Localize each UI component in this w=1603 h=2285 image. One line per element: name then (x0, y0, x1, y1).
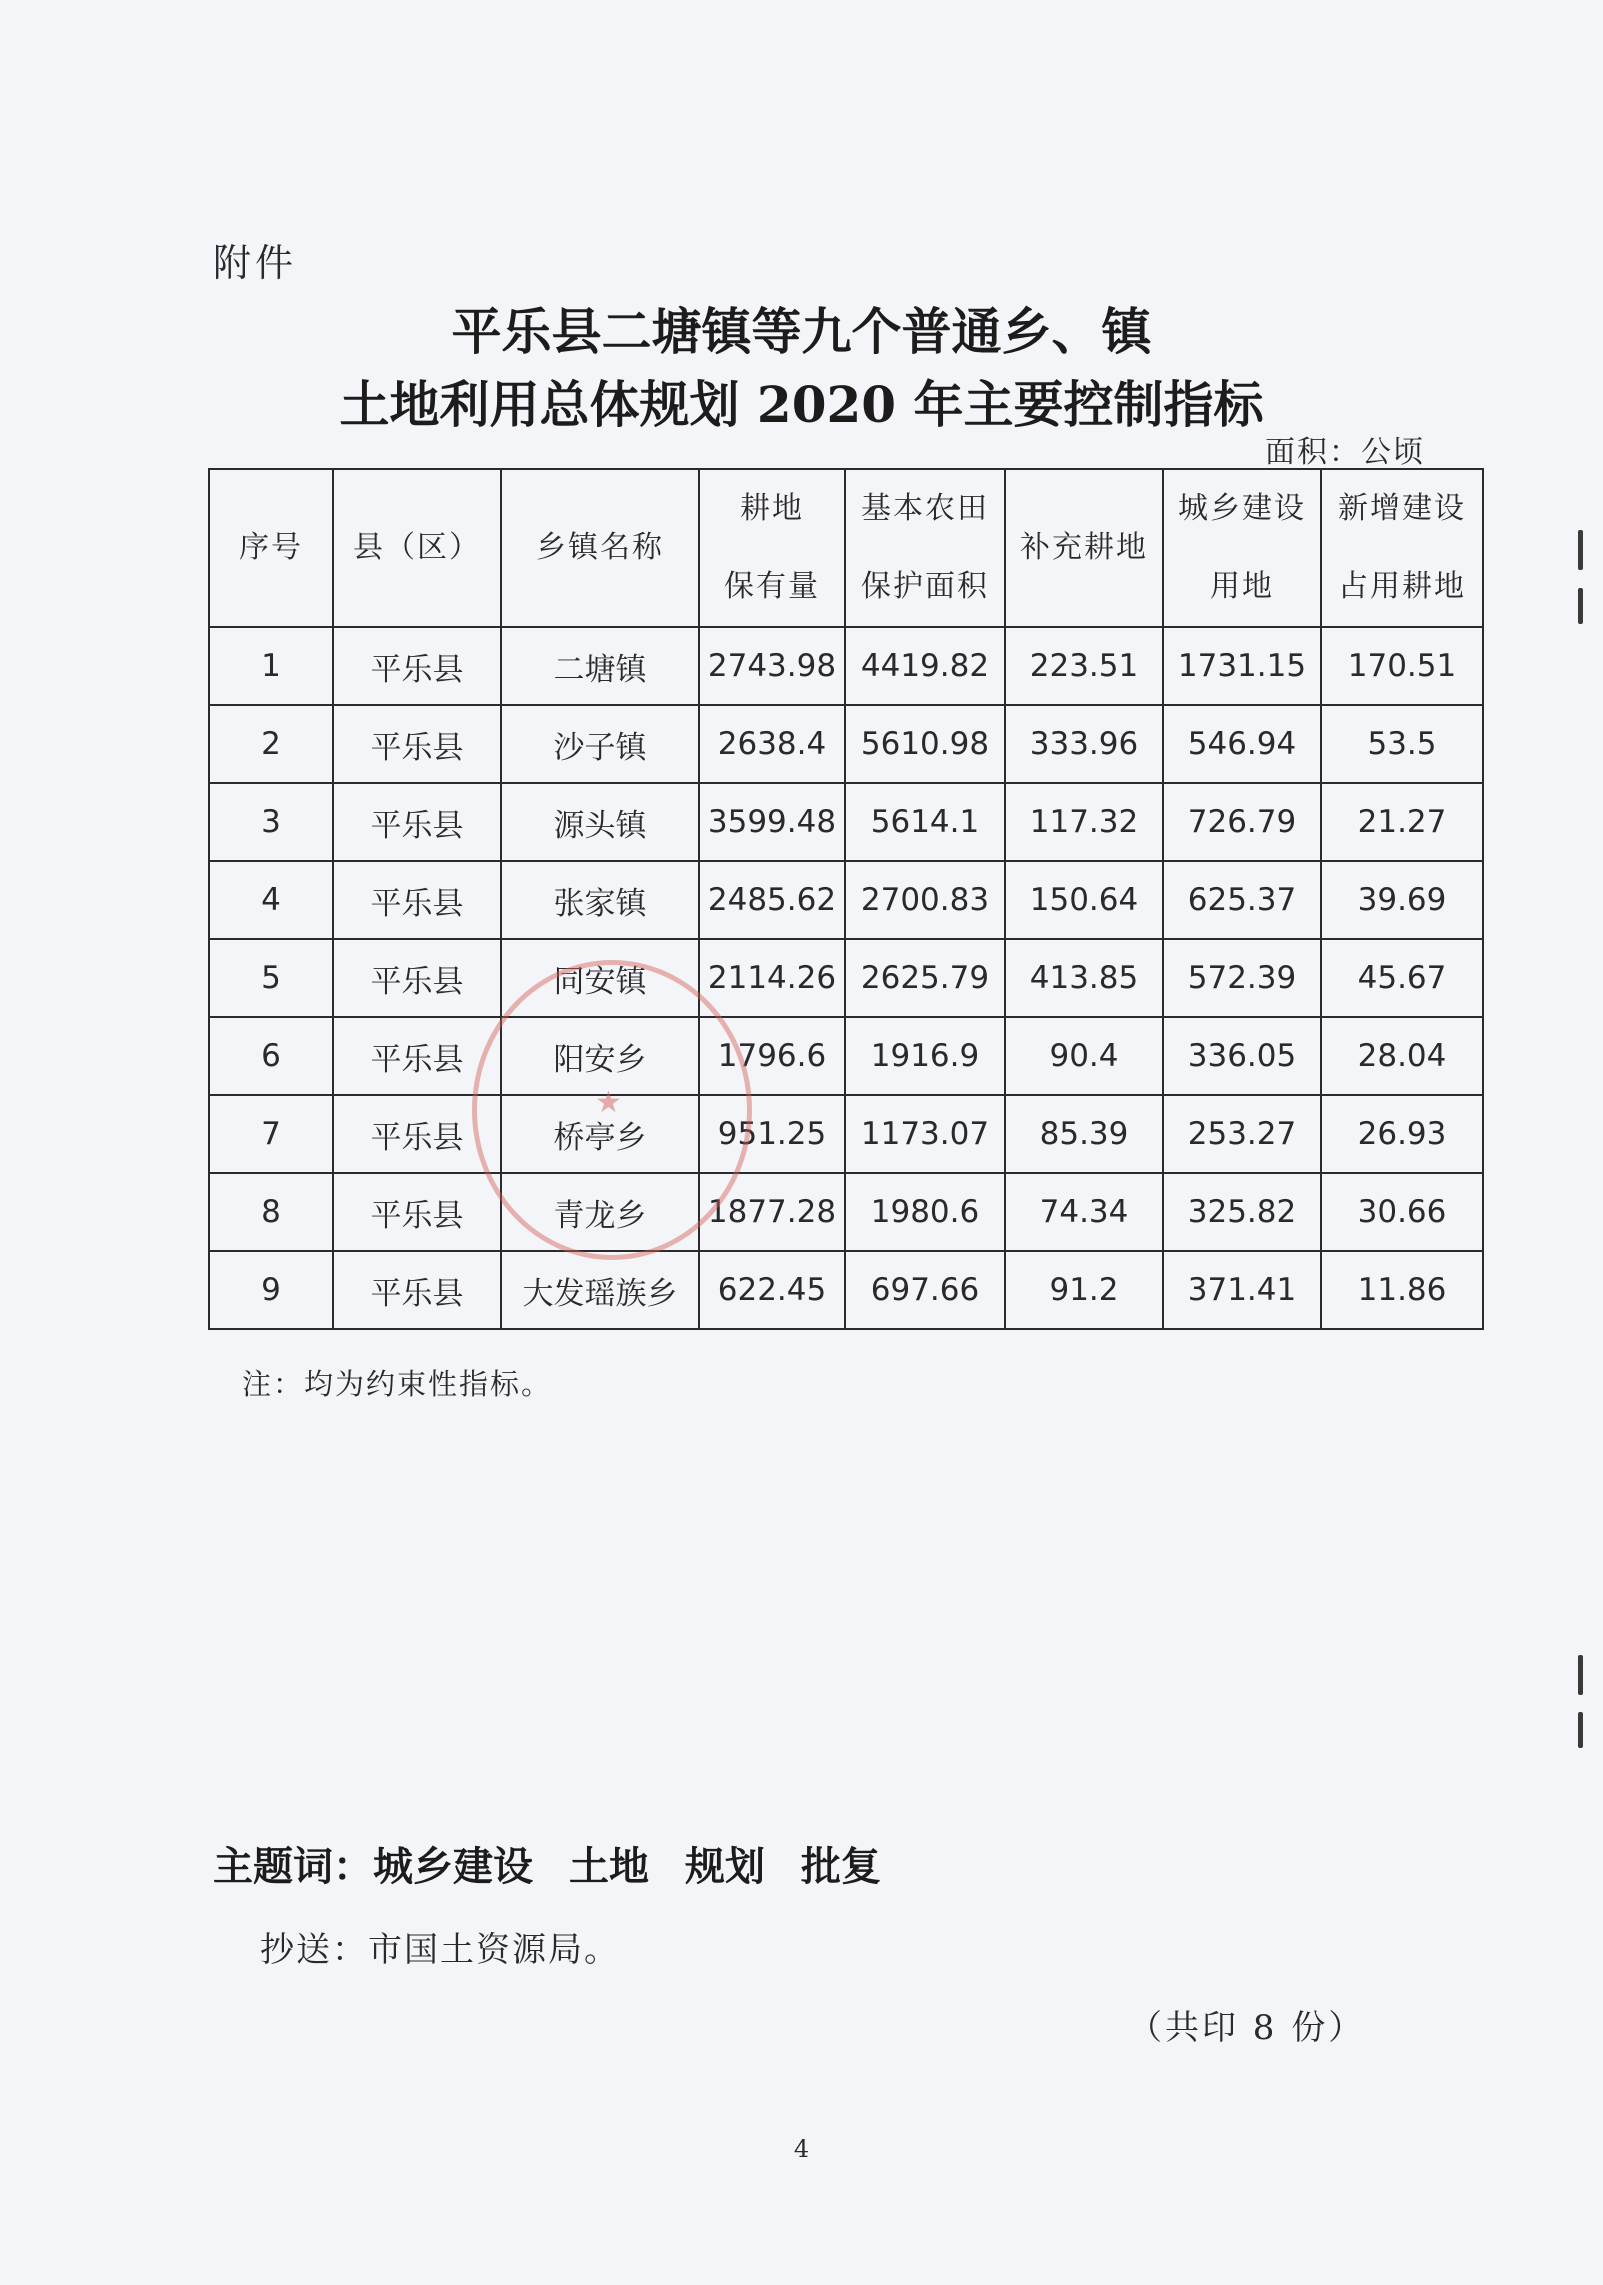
table-cell: 333.96 (1005, 705, 1163, 783)
title-line-2: 土地利用总体规划 2020 年主要控制指标 (339, 375, 1264, 434)
table-cell: 6 (209, 1017, 333, 1095)
title-line-1: 平乐县二塘镇等九个普通乡、镇 (451, 302, 1152, 361)
table-cell: 二塘镇 (501, 627, 699, 705)
keyword: 规划 (685, 1843, 765, 1890)
table-row (209, 783, 1483, 861)
table-cell: 325.82 (1163, 1173, 1321, 1251)
table-cell: 平乐县 (333, 1017, 501, 1095)
table-cell: 源头镇 (501, 783, 699, 861)
table-cell: 625.37 (1163, 861, 1321, 939)
header-cell: 新增建设 占用耕地 (1321, 469, 1483, 627)
table-cell: 572.39 (1163, 939, 1321, 1017)
table-cell: 2114.26 (699, 939, 845, 1017)
table-cell: 45.67 (1321, 939, 1483, 1017)
table-row (209, 1173, 1483, 1251)
header-cell: 耕地 保有量 (699, 469, 845, 627)
table-cell: 平乐县 (333, 705, 501, 783)
keyword: 城乡建设 (373, 1843, 533, 1890)
table-cell: 26.93 (1321, 1095, 1483, 1173)
table-cell: 7 (209, 1095, 333, 1173)
table-cell: 3599.48 (699, 783, 845, 861)
table-cell: 5 (209, 939, 333, 1017)
header-cell: 县（区） (333, 469, 501, 627)
table-row (209, 1017, 1483, 1095)
table-cell: 2485.62 (699, 861, 845, 939)
table-cell: 117.32 (1005, 783, 1163, 861)
table-header-row (209, 469, 1483, 627)
table-cell: 青龙乡 (501, 1173, 699, 1251)
table-cell: 5614.1 (845, 783, 1005, 861)
table-cell: 253.27 (1163, 1095, 1321, 1173)
copies-count: （共印 8 份） (1128, 2008, 1366, 2048)
keyword: 土地 (569, 1843, 649, 1890)
table-cell: 53.5 (1321, 705, 1483, 783)
binder-mark (1578, 530, 1583, 570)
table-cell: 8 (209, 1173, 333, 1251)
table-cell: 平乐县 (333, 861, 501, 939)
table-cell: 90.4 (1005, 1017, 1163, 1095)
table-row (209, 705, 1483, 783)
table-cell: 223.51 (1005, 627, 1163, 705)
table-note: 注：均为约束性指标。 (242, 1367, 553, 1401)
table-cell: 平乐县 (333, 1251, 501, 1329)
table-cell: 1173.07 (845, 1095, 1005, 1173)
table-cell: 同安镇 (501, 939, 699, 1017)
table-cell: 21.27 (1321, 783, 1483, 861)
header-cell: 城乡建设 用地 (1163, 469, 1321, 627)
cc-line: 抄送：市国土资源局。 (260, 1930, 620, 1970)
table-row (209, 627, 1483, 705)
table-cell: 4419.82 (845, 627, 1005, 705)
table-cell: 150.64 (1005, 861, 1163, 939)
table-cell: 951.25 (699, 1095, 845, 1173)
table-cell: 平乐县 (333, 783, 501, 861)
page-number: 4 (793, 2135, 810, 2163)
unit-label: 面积：公顷 (1265, 435, 1425, 470)
table-cell: 大发瑶族乡 (501, 1251, 699, 1329)
table-cell: 726.79 (1163, 783, 1321, 861)
binder-mark (1578, 1655, 1583, 1695)
table-cell: 622.45 (699, 1251, 845, 1329)
table-row (209, 939, 1483, 1017)
table-cell: 阳安乡 (501, 1017, 699, 1095)
attachment-label: 附件 (213, 241, 298, 285)
table-row (209, 1095, 1483, 1173)
control-indicator-table (208, 468, 1484, 1330)
table-row (209, 861, 1483, 939)
table-cell: 2 (209, 705, 333, 783)
table-cell: 1877.28 (699, 1173, 845, 1251)
table-row (209, 1251, 1483, 1329)
table-cell: 2625.79 (845, 939, 1005, 1017)
table-cell: 85.39 (1005, 1095, 1163, 1173)
table-cell: 平乐县 (333, 627, 501, 705)
table-cell: 74.34 (1005, 1173, 1163, 1251)
header-cell: 乡镇名称 (501, 469, 699, 627)
table-cell: 2743.98 (699, 627, 845, 705)
table-cell: 沙子镇 (501, 705, 699, 783)
table-cell: 5610.98 (845, 705, 1005, 783)
table-cell: 平乐县 (333, 1173, 501, 1251)
table-cell: 697.66 (845, 1251, 1005, 1329)
table-cell: 91.2 (1005, 1251, 1163, 1329)
table-cell: 9 (209, 1251, 333, 1329)
keyword: 批复 (801, 1843, 881, 1890)
table-cell: 546.94 (1163, 705, 1321, 783)
header-cell: 补充耕地 (1005, 469, 1163, 627)
binder-mark (1578, 1712, 1583, 1748)
table-cell: 2700.83 (845, 861, 1005, 939)
table-cell: 4 (209, 861, 333, 939)
table-cell: 28.04 (1321, 1017, 1483, 1095)
table-cell: 336.05 (1163, 1017, 1321, 1095)
header-cell: 序号 (209, 469, 333, 627)
table-cell: 桥亭乡 (501, 1095, 699, 1173)
table-cell: 2638.4 (699, 705, 845, 783)
subject-keywords (213, 1835, 917, 1892)
table-cell: 39.69 (1321, 861, 1483, 939)
table-cell: 3 (209, 783, 333, 861)
seal-star-icon: ★ (595, 1085, 622, 1120)
table-cell: 1796.6 (699, 1017, 845, 1095)
table-cell: 413.85 (1005, 939, 1163, 1017)
table-cell: 1916.9 (845, 1017, 1005, 1095)
table-cell: 平乐县 (333, 1095, 501, 1173)
table-cell: 371.41 (1163, 1251, 1321, 1329)
table-cell: 30.66 (1321, 1173, 1483, 1251)
table-cell: 张家镇 (501, 861, 699, 939)
table-cell: 11.86 (1321, 1251, 1483, 1329)
table-cell: 1 (209, 627, 333, 705)
table-cell: 1731.15 (1163, 627, 1321, 705)
binder-mark (1578, 588, 1583, 624)
table-cell: 170.51 (1321, 627, 1483, 705)
header-cell: 基本农田 保护面积 (845, 469, 1005, 627)
table-cell: 平乐县 (333, 939, 501, 1017)
keywords-label: 主题词： (213, 1843, 373, 1890)
table-cell: 1980.6 (845, 1173, 1005, 1251)
